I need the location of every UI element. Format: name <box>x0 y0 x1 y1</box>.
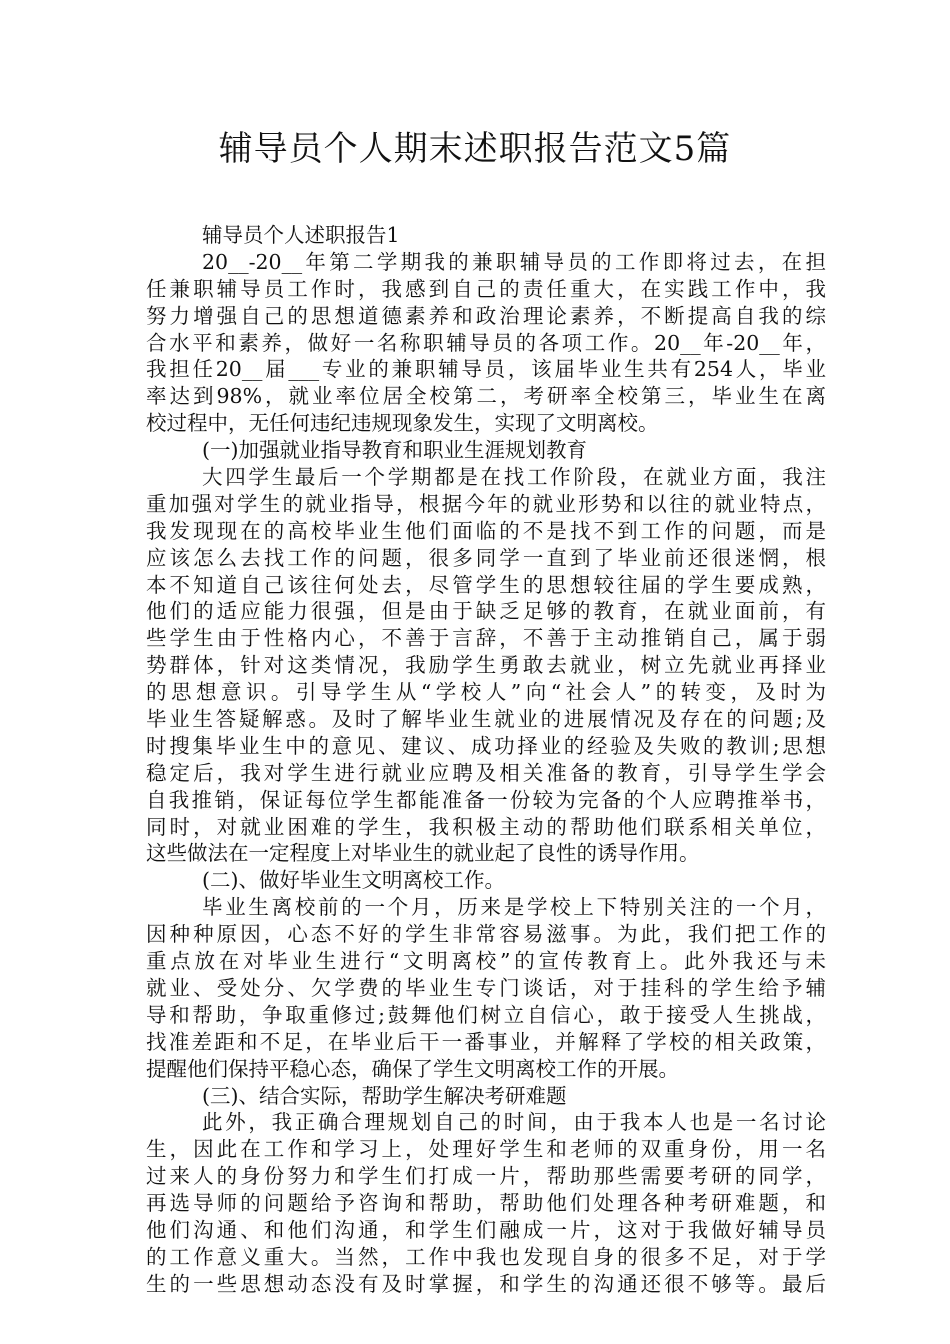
text-line: 我发现现在的高校毕业生他们面临的不是找不到工作的问题，而是 <box>146 518 826 543</box>
text-line: 应该怎么去找工作的问题，很多同学一直到了毕业前还很迷惘，根 <box>146 545 826 570</box>
text-line: 20__-20__年第二学期我的兼职辅导员的工作即将过去，在担 <box>202 249 826 274</box>
text-line: 提醒他们保持平稳心态，确保了学生文明离校工作的开展。 <box>146 1056 679 1081</box>
text-line: 自我推销，保证每位学生都能准备一份较为完备的个人应聘推举书， <box>146 787 826 812</box>
text-line: 的工作意义重大。当然，工作中我也发现自身的很多不足，对于学 <box>146 1244 826 1269</box>
text-line: 势群体，针对这类情况，我励学生勇敢去就业，树立先就业再择业 <box>146 653 826 678</box>
text-line: 的思想意识。引导学生从“学校人”向“社会人”的转变，及时为 <box>146 680 826 705</box>
text-line: 生，因此在工作和学习上，处理好学生和老师的双重身份，用一名 <box>146 1137 826 1162</box>
text-line: 任兼职辅导员工作时，我感到自己的责任重大，在实践工作中，我 <box>146 276 826 301</box>
text-line: 稳定后，我对学生进行就业应聘及相关准备的教育，引导学生学会 <box>146 760 826 785</box>
text-line: 再选导师的问题给予咨询和帮助，帮助他们处理各种考研难题，和 <box>146 1191 826 1216</box>
text-line: 毕业生答疑解惑。及时了解毕业生就业的进展情况及存在的问题;及 <box>146 707 826 732</box>
text-line: (一)加强就业指导教育和职业生涯规划教育 <box>202 438 587 463</box>
text-line: 他们沟通、和他们沟通，和学生们融成一片，这对于我做好辅导员 <box>146 1217 826 1242</box>
document-title: 辅导员个人期末述职报告范文5篇 <box>218 129 732 169</box>
document-body <box>146 222 826 1298</box>
text-line: 他们的适应能力很强，但是由于缺乏足够的教育，在就业面前，有 <box>146 599 826 624</box>
text-line: 本不知道自己该往何处去，尽管学生的思想较往届的学生要成熟， <box>146 572 826 597</box>
text-line: 就业、受处分、欠学费的毕业生专门谈话，对于挂科的学生给予辅 <box>146 975 826 1000</box>
text-line: 同时，对就业困难的学生，我积极主动的帮助他们联系相关单位， <box>146 814 826 839</box>
text-line: 这些做法在一定程度上对毕业生的就业起了良性的诱导作用。 <box>146 841 700 866</box>
text-line: 率达到98%，就业率位居全校第二，考研率全校第三，毕业生在离 <box>146 384 826 409</box>
text-line: 过来人的身份努力和学生们打成一片，帮助那些需要考研的同学， <box>146 1164 826 1189</box>
text-line: 辅导员个人述职报告1 <box>202 223 400 247</box>
text-line: 重加强对学生的就业指导，根据今年的就业形势和以往的就业特点， <box>146 491 826 516</box>
text-line: 此外，我正确合理规划自己的时间，由于我本人也是一名讨论 <box>202 1110 826 1135</box>
text-line: 重点放在对毕业生进行“文明离校”的宣传教育上。此外我还与未 <box>146 949 826 974</box>
text-line: 大四学生最后一个学期都是在找工作阶段，在就业方面，我注 <box>202 465 826 490</box>
text-line: 导和帮助，争取重修过;鼓舞他们树立自信心，敢于接受人生挑战， <box>146 1002 826 1027</box>
text-line: 校过程中，无任何违纪违规现象发生，实现了文明离校。 <box>146 411 659 436</box>
text-line: 生的一些思想动态没有及时掌握，和学生的沟通还很不够等。最后 <box>146 1271 826 1296</box>
text-line: 合水平和素养，做好一名称职辅导员的各项工作。20__年-20__年， <box>146 330 826 355</box>
text-line: 努力增强自己的思想道德素养和政治理论素养，不断提高自我的综 <box>146 303 826 328</box>
text-line: (三)、结合实际，帮助学生解决考研难题 <box>202 1083 567 1108</box>
text-line: 我担任20__届___专业的兼职辅导员，该届毕业生共有254人，毕业 <box>146 357 826 382</box>
text-line: 时搜集毕业生中的意见、建议、成功择业的经验及失败的教训;思想 <box>146 733 826 758</box>
text-line: 因种种原因，心态不好的学生非常容易滋事。为此，我们把工作的 <box>146 922 826 947</box>
text-line: (二)、做好毕业生文明离校工作。 <box>202 868 505 893</box>
text-line: 找准差距和不足，在毕业后干一番事业，并解释了学校的相关政策， <box>146 1029 826 1054</box>
text-line: 些学生由于性格内心，不善于言辞，不善于主动推销自己，属于弱 <box>146 626 826 651</box>
text-line: 毕业生离校前的一个月，历来是学校上下特别关注的一个月， <box>202 895 826 920</box>
